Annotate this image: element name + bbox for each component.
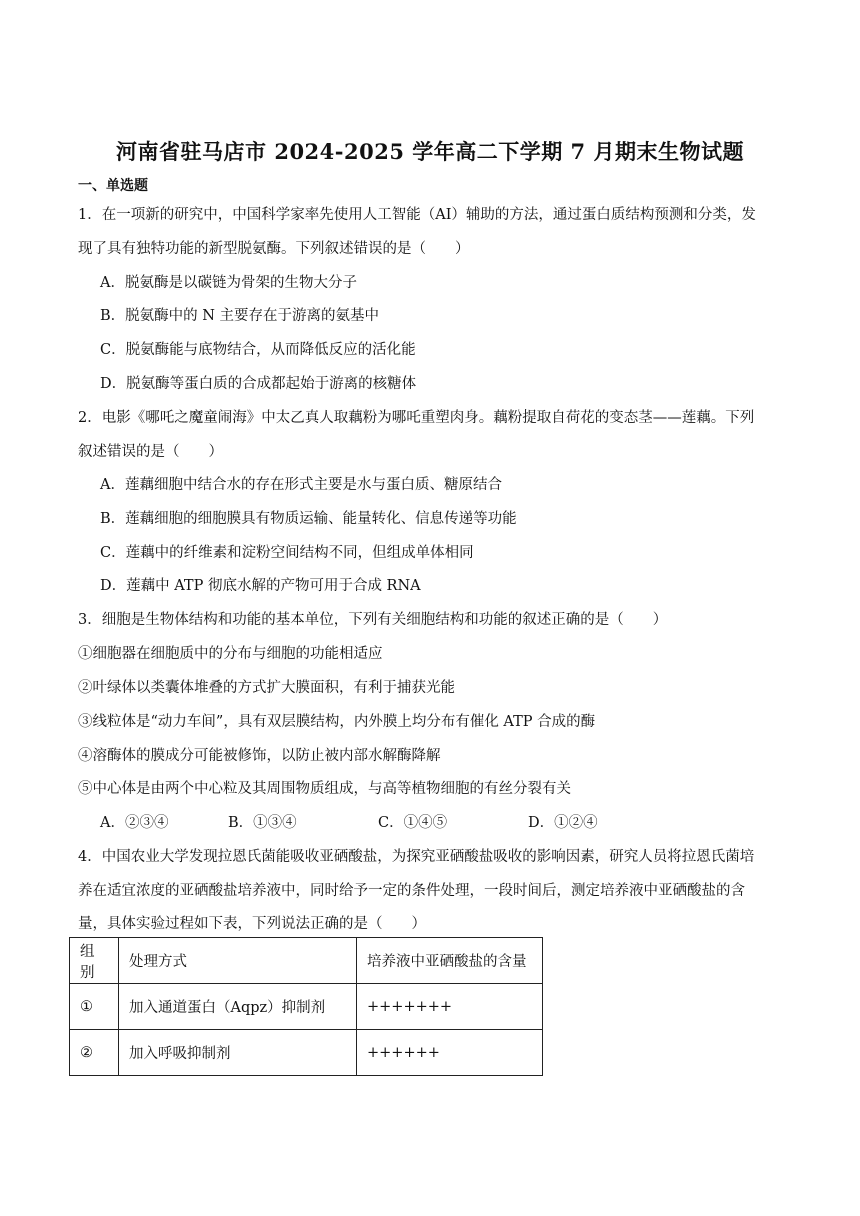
q2-option-c: C．莲藕中的纤维素和淀粉空间结构不同，但组成单体相同 xyxy=(100,545,474,561)
experiment-table xyxy=(69,937,543,1076)
q2-option-d: D．莲藕中 ATP 彻底水解的产物可用于合成 RNA xyxy=(100,578,421,594)
q2-option-a: A．莲藕细胞中结合水的存在形式主要是水与蛋白质、糖原结合 xyxy=(100,477,502,493)
table-cell: ++++++ xyxy=(357,1030,543,1076)
page-title: 河南省驻马店市 2024-2025 学年高二下学期 7 月期末生物试题 xyxy=(116,139,744,164)
q2-stem-line2: 叙述错误的是（ ） xyxy=(78,444,223,460)
q3-option-c: C．①④⑤ xyxy=(378,815,448,831)
q1-stem-line2: 现了具有独特功能的新型脱氨酶。下列叙述错误的是（ ） xyxy=(78,241,470,257)
q3-statement-3: ③线粒体是“动力车间”，具有双层膜结构，内外膜上均分布有催化 ATP 合成的酶 xyxy=(78,714,596,730)
table-row xyxy=(70,984,543,1030)
table-cell: ② xyxy=(70,1030,119,1076)
q1-option-b: B．脱氨酶中的 N 主要存在于游离的氨基中 xyxy=(100,308,380,324)
q4-stem-line1: 4．中国农业大学发现拉恩氏菌能吸收亚硒酸盐，为探究亚硒酸盐吸收的影响因素，研究人员将拉恩氏菌培 xyxy=(78,849,755,865)
q2-option-b: B．莲藕细胞的细胞膜具有物质运输、能量转化、信息传递等功能 xyxy=(100,511,517,527)
q3-statement-2: ②叶绿体以类囊体堆叠的方式扩大膜面积，有利于捕获光能 xyxy=(78,680,455,696)
table-header: 培养液中亚硒酸盐的含量 xyxy=(357,938,543,984)
table-row xyxy=(70,1030,543,1076)
q3-stem: 3．细胞是生物体结构和功能的基本单位，下列有关细胞结构和功能的叙述正确的是（ ） xyxy=(78,612,668,628)
table-cell: 加入呼吸抑制剂 xyxy=(119,1030,357,1076)
q3-statement-5: ⑤中心体是由两个中心粒及其周围物质组成，与高等植物细胞的有丝分裂有关 xyxy=(78,781,571,797)
table-cell: ① xyxy=(70,984,119,1030)
q1-option-a: A．脱氨酶是以碳链为骨架的生物大分子 xyxy=(100,275,357,291)
q1-option-c: C．脱氨酶能与底物结合，从而降低反应的活化能 xyxy=(100,342,416,358)
q4-stem-line2: 养在适宜浓度的亚硒酸盐培养液中，同时给予一定的条件处理，一段时间后，测定培养液中亚硒酸盐的含 xyxy=(78,883,745,899)
table-cell: +++++++ xyxy=(357,984,543,1030)
table-header-row xyxy=(70,938,543,984)
q3-option-d: D．①②④ xyxy=(528,815,598,831)
q4-stem-line3: 量，具体实验过程如下表，下列说法正确的是（ ） xyxy=(78,916,426,932)
q3-option-b: B．①③④ xyxy=(228,815,297,831)
table-header: 组别 xyxy=(70,938,119,984)
section-heading: 一、单选题 xyxy=(78,178,148,194)
q2-stem-line1: 2．电影《哪吒之魔童闹海》中太乙真人取藕粉为哪吒重塑肉身。藕粉提取自荷花的变态茎——莲藕。下列 xyxy=(78,410,755,426)
q1-stem-line1: 1．在一项新的研究中，中国科学家率先使用人工智能（AI）辅助的方法，通过蛋白质结构预测和分类，发 xyxy=(78,207,756,223)
table-header: 处理方式 xyxy=(119,938,357,984)
q3-statement-1: ①细胞器在细胞质中的分布与细胞的功能相适应 xyxy=(78,646,383,662)
q3-option-a: A．②③④ xyxy=(100,815,169,831)
q3-statement-4: ④溶酶体的膜成分可能被修饰，以防止被内部水解酶降解 xyxy=(78,748,441,764)
q1-option-d: D．脱氨酶等蛋白质的合成都起始于游离的核糖体 xyxy=(100,376,417,392)
table-cell: 加入通道蛋白（Aqpz）抑制剂 xyxy=(119,984,357,1030)
